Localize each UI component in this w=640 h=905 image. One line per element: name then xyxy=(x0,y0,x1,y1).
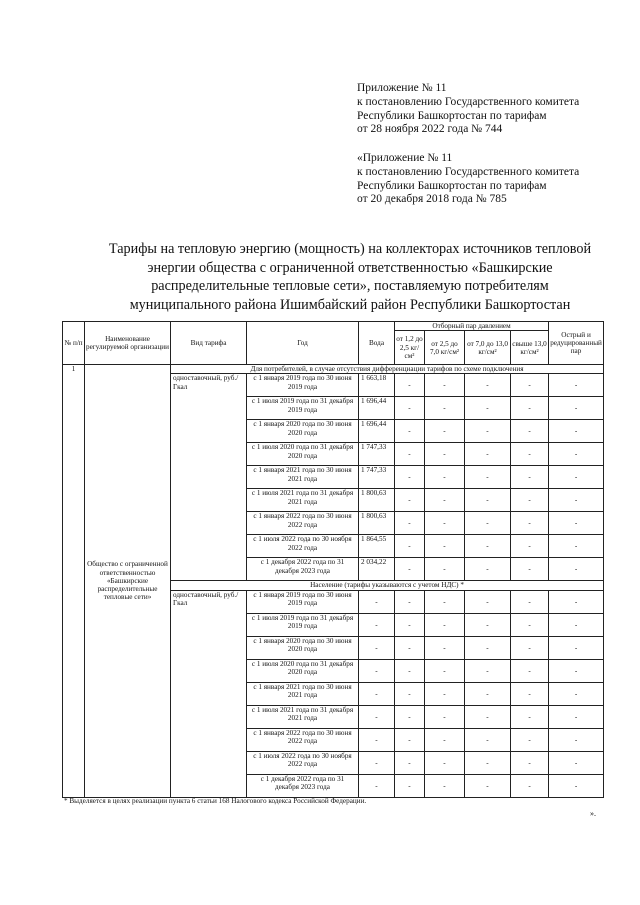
dash-cell: - xyxy=(511,659,549,682)
dash-cell: - xyxy=(511,682,549,705)
water-value: 2 034,22 xyxy=(359,558,395,581)
dash-cell: - xyxy=(465,397,511,420)
dash-cell: - xyxy=(549,397,604,420)
period-cell: с 1 января 2021 года по 30 июня 2021 года xyxy=(247,682,359,705)
water-value: - xyxy=(359,682,395,705)
water-value: 1 747,33 xyxy=(359,443,395,466)
dash-cell: - xyxy=(425,636,465,659)
water-value: - xyxy=(359,659,395,682)
header-steam-3: от 7,0 до 13,0 кг/см² xyxy=(465,331,511,365)
dash-cell: - xyxy=(549,466,604,489)
period-cell: с 1 января 2020 года по 30 июня 2020 года xyxy=(247,636,359,659)
dash-cell: - xyxy=(425,512,465,535)
dash-cell: - xyxy=(465,558,511,581)
dash-cell: - xyxy=(465,774,511,797)
appendix-line: «Приложение № 11 xyxy=(357,152,453,164)
dash-cell: - xyxy=(511,590,549,613)
dash-cell: - xyxy=(425,466,465,489)
dash-cell: - xyxy=(395,420,425,443)
dash-cell: - xyxy=(465,682,511,705)
appendix-current xyxy=(357,82,579,137)
title-line: муниципального района Ишимбайский район Республики Башкортостан xyxy=(129,296,571,313)
dash-cell: - xyxy=(511,613,549,636)
period-cell: с 1 декабря 2022 года по 31 декабря 2023 года xyxy=(247,558,359,581)
water-value: 1 663,18 xyxy=(359,374,395,397)
dash-cell: - xyxy=(549,728,604,751)
dash-cell: - xyxy=(549,535,604,558)
dash-cell: - xyxy=(549,443,604,466)
dash-cell: - xyxy=(395,774,425,797)
dash-cell: - xyxy=(395,613,425,636)
header-steam-4: свыше 13,0 кг/см² xyxy=(511,331,549,365)
dash-cell: - xyxy=(549,374,604,397)
dash-cell: - xyxy=(425,659,465,682)
tariff-type-cell: одноставочный, руб./Гкал xyxy=(171,590,247,797)
dash-cell: - xyxy=(511,512,549,535)
dash-cell: - xyxy=(465,659,511,682)
dash-cell: - xyxy=(549,489,604,512)
dash-cell: - xyxy=(511,443,549,466)
dash-cell: - xyxy=(465,535,511,558)
period-cell: с 1 июля 2021 года по 31 декабря 2021 года xyxy=(247,705,359,728)
closing-quote-mark: ». xyxy=(590,809,596,818)
header-tariff-type: Вид тарифа xyxy=(171,322,247,365)
period-cell: с 1 января 2019 года по 30 июня 2019 года xyxy=(247,374,359,397)
dash-cell: - xyxy=(465,420,511,443)
dash-cell: - xyxy=(549,420,604,443)
organization-name: Общество с ограниченной ответственностью «Башкирские распределительные тепловые сети» xyxy=(85,365,171,797)
title-line: энергии общества с ограниченной ответственностью «Башкирские xyxy=(147,259,553,276)
dash-cell: - xyxy=(511,774,549,797)
header-steam-2: от 2,5 до 7,0 кг/см² xyxy=(425,331,465,365)
dash-cell: - xyxy=(465,374,511,397)
dash-cell: - xyxy=(549,774,604,797)
appendix-line: от 20 декабря 2018 года № 785 xyxy=(357,193,507,206)
dash-cell: - xyxy=(465,751,511,774)
dash-cell: - xyxy=(395,558,425,581)
dash-cell: - xyxy=(511,728,549,751)
dash-cell: - xyxy=(511,420,549,443)
water-value: - xyxy=(359,613,395,636)
dash-cell: - xyxy=(549,512,604,535)
water-value: - xyxy=(359,774,395,797)
dash-cell: - xyxy=(395,443,425,466)
water-value: - xyxy=(359,590,395,613)
period-cell: с 1 января 2020 года по 30 июня 2020 года xyxy=(247,420,359,443)
appendix-line: к постановлению Государственного комитета xyxy=(357,95,580,108)
dash-cell: - xyxy=(511,397,549,420)
water-value: - xyxy=(359,728,395,751)
dash-cell: - xyxy=(425,558,465,581)
period-cell: с 1 июля 2022 года по 30 ноября 2022 года xyxy=(247,751,359,774)
dash-cell: - xyxy=(549,751,604,774)
dash-cell: - xyxy=(395,466,425,489)
dash-cell: - xyxy=(425,420,465,443)
dash-cell: - xyxy=(395,682,425,705)
appendix-line: Приложение № 11 xyxy=(357,82,447,94)
period-cell: с 1 июля 2021 года по 31 декабря 2021 года xyxy=(247,489,359,512)
dash-cell: - xyxy=(425,489,465,512)
tariff-type-cell: одноставочный, руб./Гкал xyxy=(171,374,247,581)
dash-cell: - xyxy=(511,558,549,581)
period-cell: с 1 июля 2022 года по 30 ноября 2022 года xyxy=(247,535,359,558)
dash-cell: - xyxy=(425,774,465,797)
water-value: 1 800,63 xyxy=(359,489,395,512)
water-value: 1 747,33 xyxy=(359,466,395,489)
dash-cell: - xyxy=(549,705,604,728)
dash-cell: - xyxy=(425,535,465,558)
dash-cell: - xyxy=(425,751,465,774)
dash-cell: - xyxy=(549,682,604,705)
header-steam-1: от 1,2 до 2,5 кг/см² xyxy=(395,331,425,365)
dash-cell: - xyxy=(395,636,425,659)
row-number: 1 xyxy=(63,365,85,797)
dash-cell: - xyxy=(425,443,465,466)
dash-cell: - xyxy=(425,728,465,751)
dash-cell: - xyxy=(511,466,549,489)
dash-cell: - xyxy=(549,613,604,636)
section-heading: Население (тарифы указываются с учетом НДС) * xyxy=(171,581,604,590)
period-cell: с 1 июля 2019 года по 31 декабря 2019 года xyxy=(247,397,359,420)
dash-cell: - xyxy=(395,374,425,397)
header-org: Наименование регулируемой организации xyxy=(85,322,171,365)
dash-cell: - xyxy=(549,659,604,682)
dash-cell: - xyxy=(465,443,511,466)
title-line: распределительные тепловые сети», поставляемую потребителям xyxy=(151,278,549,294)
dash-cell: - xyxy=(395,728,425,751)
dash-cell: - xyxy=(549,590,604,613)
dash-cell: - xyxy=(395,397,425,420)
section-heading: Для потребителей, в случае отсутствия дифференциации тарифов по схеме подключения xyxy=(171,365,604,374)
dash-cell: - xyxy=(511,705,549,728)
water-value: 1 696,44 xyxy=(359,397,395,420)
period-cell: с 1 января 2019 года по 30 июня 2019 года xyxy=(247,590,359,613)
dash-cell: - xyxy=(511,751,549,774)
appendix-line: Республики Башкортостан по тарифам xyxy=(357,179,547,192)
dash-cell: - xyxy=(425,682,465,705)
period-cell: с 1 января 2021 года по 30 июня 2021 года xyxy=(247,466,359,489)
dash-cell: - xyxy=(395,489,425,512)
dash-cell: - xyxy=(425,397,465,420)
header-water: Вода xyxy=(359,322,395,365)
period-cell: с 1 июля 2020 года по 31 декабря 2020 года xyxy=(247,443,359,466)
dash-cell: - xyxy=(549,636,604,659)
table-body xyxy=(63,365,604,797)
dash-cell: - xyxy=(465,489,511,512)
header-num: № п/п xyxy=(63,322,85,365)
header-year: Год xyxy=(247,322,359,365)
dash-cell: - xyxy=(425,705,465,728)
dash-cell: - xyxy=(395,512,425,535)
footnote: * Выделяется в целях реализации пункта 6 статьи 168 Налогового кодекса Российской Федерации. xyxy=(64,797,367,805)
dash-cell: - xyxy=(465,728,511,751)
period-cell: с 1 июля 2020 года по 31 декабря 2020 года xyxy=(247,659,359,682)
dash-cell: - xyxy=(511,535,549,558)
dash-cell: - xyxy=(465,466,511,489)
dash-cell: - xyxy=(511,489,549,512)
water-value: - xyxy=(359,705,395,728)
appendix-line: Республики Башкортостан по тарифам xyxy=(357,109,547,122)
appendix-line: от 28 ноября 2022 года № 744 xyxy=(357,123,503,136)
dash-cell: - xyxy=(395,659,425,682)
header-steam-group: Отборный пар давлением xyxy=(395,322,549,331)
document-title xyxy=(60,240,640,314)
period-cell: с 1 января 2022 года по 30 июня 2022 года xyxy=(247,728,359,751)
dash-cell: - xyxy=(425,590,465,613)
period-cell: с 1 января 2022 года по 30 июня 2022 года xyxy=(247,512,359,535)
dash-cell: - xyxy=(395,535,425,558)
dash-cell: - xyxy=(511,636,549,659)
period-cell: с 1 июля 2019 года по 31 декабря 2019 года xyxy=(247,613,359,636)
dash-cell: - xyxy=(395,705,425,728)
dash-cell: - xyxy=(511,374,549,397)
dash-cell: - xyxy=(465,590,511,613)
dash-cell: - xyxy=(465,636,511,659)
tariff-table xyxy=(62,321,604,798)
period-cell: с 1 декабря 2022 года по 31 декабря 2023 года xyxy=(247,774,359,797)
dash-cell: - xyxy=(425,374,465,397)
dash-cell: - xyxy=(549,558,604,581)
header-sharp-steam: Острый и редуцированный пар xyxy=(549,322,604,365)
dash-cell: - xyxy=(395,590,425,613)
water-value: 1 800,63 xyxy=(359,512,395,535)
water-value: 1 696,44 xyxy=(359,420,395,443)
water-value: - xyxy=(359,751,395,774)
title-line: Тарифы на тепловую энергию (мощность) на коллекторах источников тепловой xyxy=(108,241,592,257)
dash-cell: - xyxy=(465,512,511,535)
appendix-original xyxy=(357,152,579,207)
dash-cell: - xyxy=(465,705,511,728)
water-value: 1 864,55 xyxy=(359,535,395,558)
dash-cell: - xyxy=(425,613,465,636)
dash-cell: - xyxy=(395,751,425,774)
water-value: - xyxy=(359,636,395,659)
appendix-line: к постановлению Государственного комитета xyxy=(357,165,580,178)
dash-cell: - xyxy=(465,613,511,636)
